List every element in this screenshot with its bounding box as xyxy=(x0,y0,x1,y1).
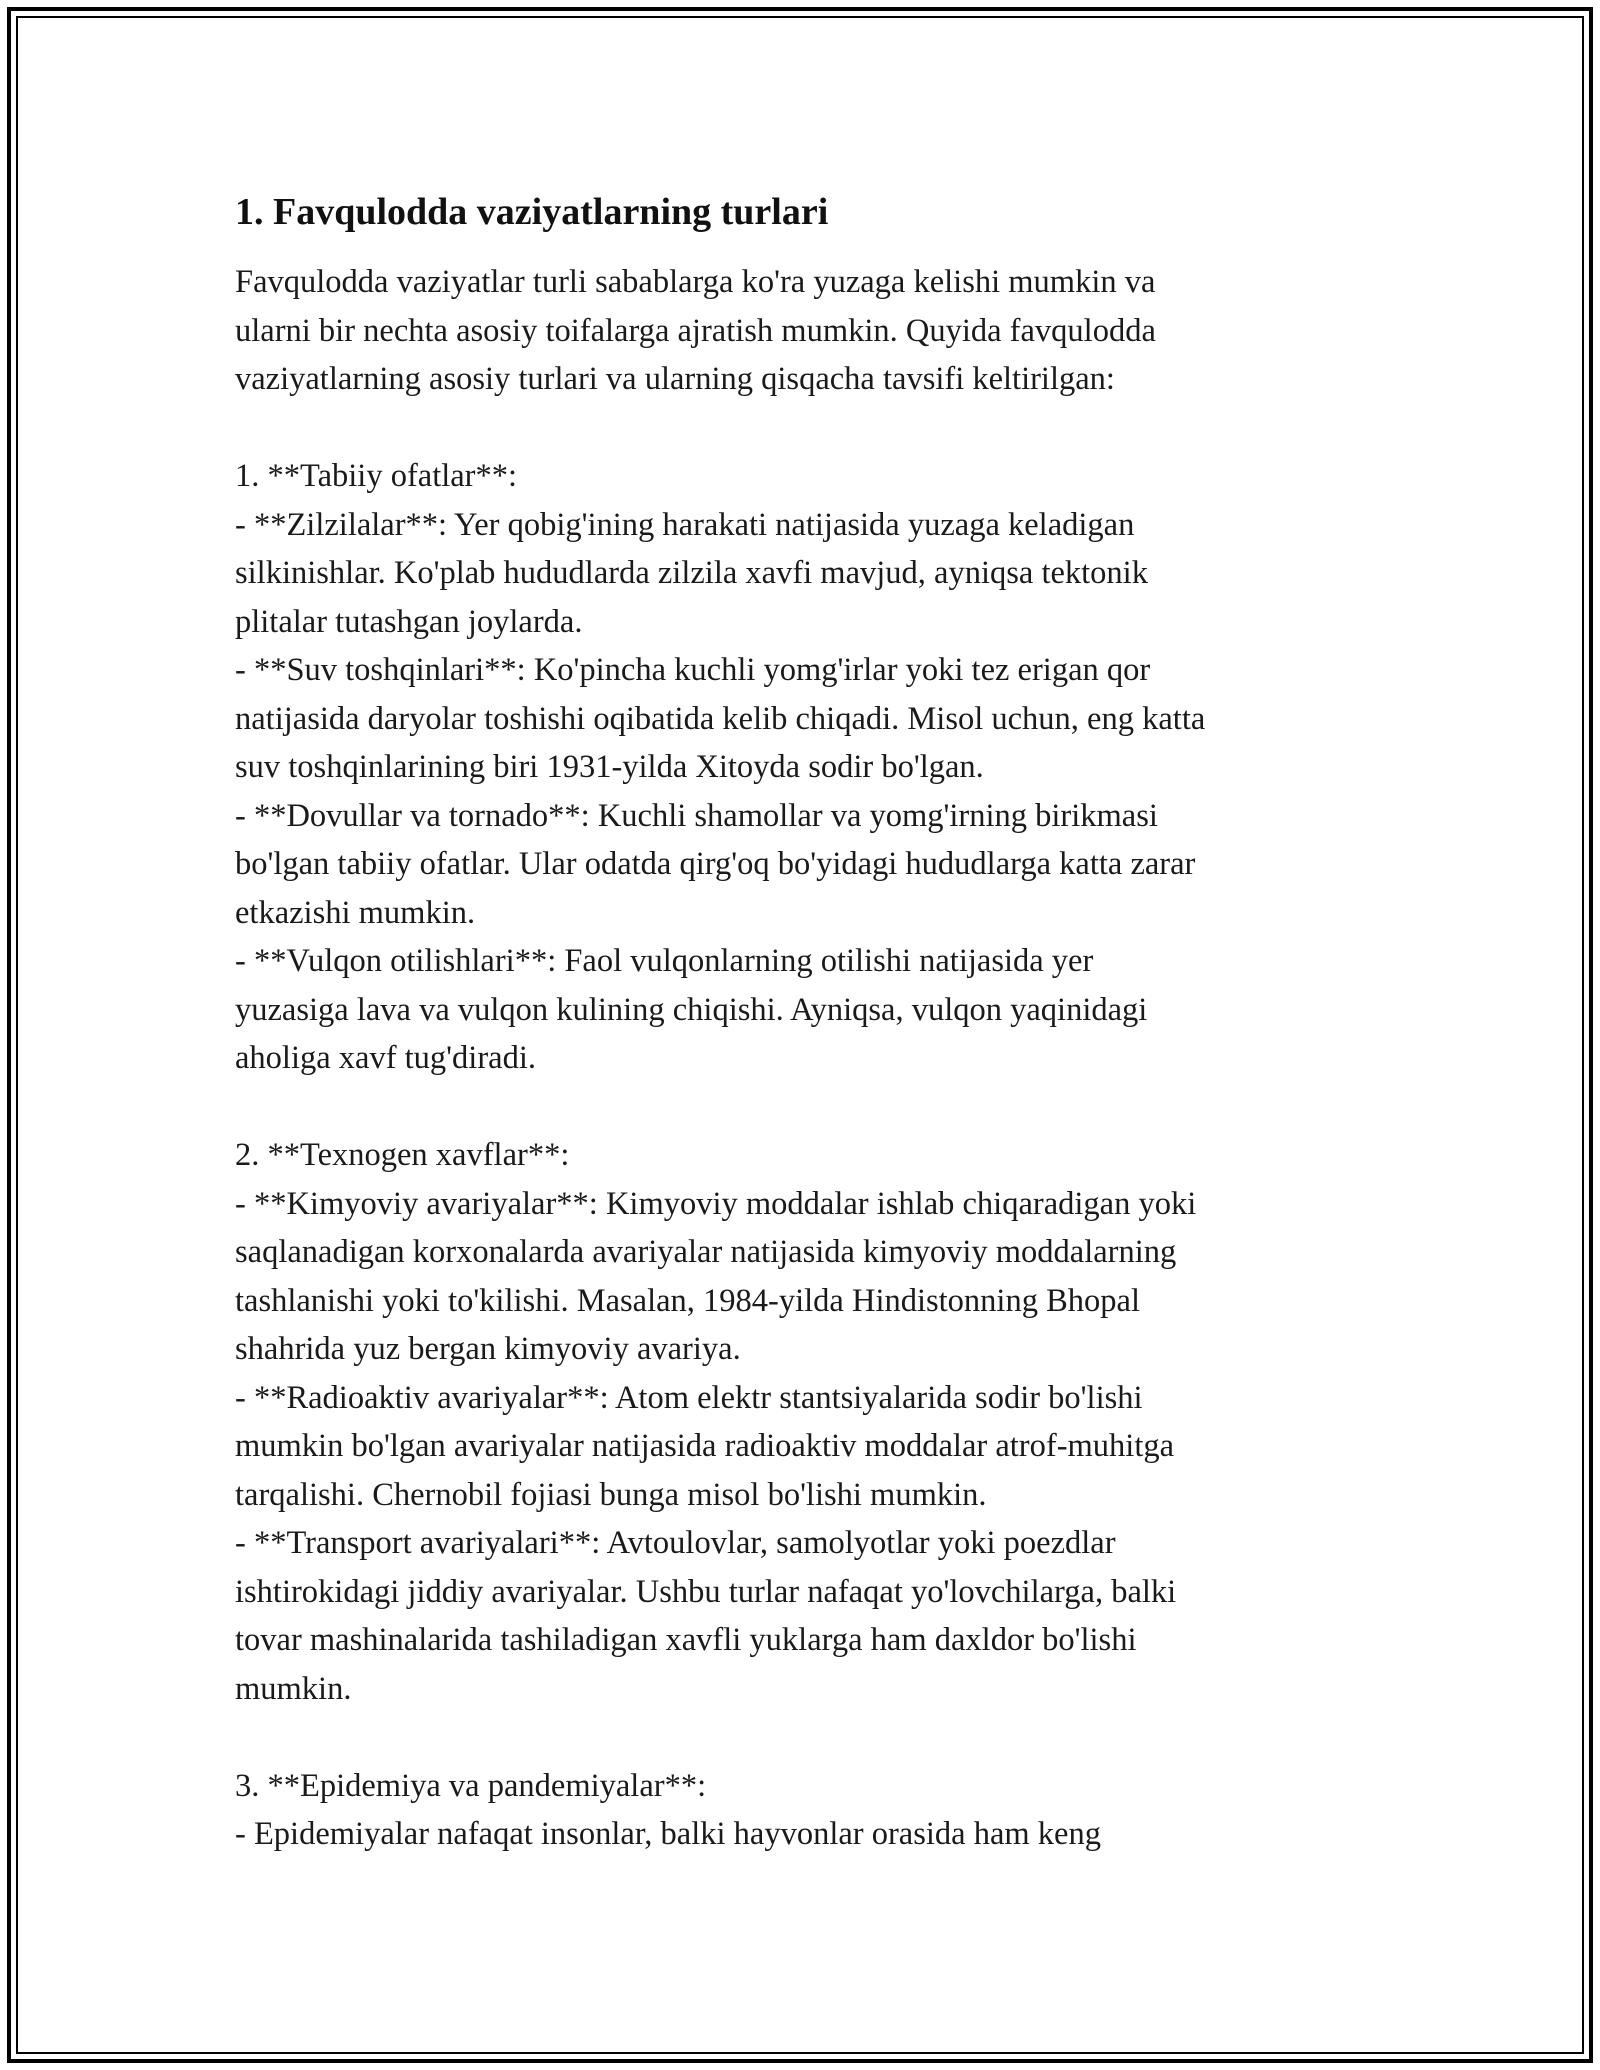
section-heading: 1. **Tabiiy ofatlar**: xyxy=(235,458,518,494)
section-technogenic-hazards xyxy=(235,1131,1365,1713)
list-item-chemical-accidents: - **Kimyoviy avariyalar**: Kimyoviy moddalar ishlab chiqaradigan yoki saqlanadigan korxonalarda avariyalar natijasida kimyoviy moddalarning tashlanishi yoki to'kilishi. Masalan, 1984-yilda Hindistonning Bhopal shahrida yuz bergan kimyoviy avariya. xyxy=(235,1185,1197,1367)
list-item-transport-accidents: - **Transport avariyalari**: Avtoulovlar, samolyotlar yoki poezdlar ishtirokidagi jiddiy avariyalar. Ushbu turlar nafaqat yo'lovchilarga, balki tovar mashinalarida tashiladigan xavfli yuklarga ham daxldor bo'lishi mumkin. xyxy=(235,1525,1177,1707)
list-item-earthquakes: - **Zilzilalar**: Yer qobig'ining harakati natijasida yuzaga keladigan silkinishlar. Ko'plab hududlarda zilzila xavfi mavjud, ayniqsa tektonik plitalar tutashgan joylarda. xyxy=(235,506,1148,640)
section-heading: 2. **Texnogen xavflar**: xyxy=(235,1137,570,1173)
list-item-epidemics: - Epidemiyalar nafaqat insonlar, balki hayvonlar orasida ham keng xyxy=(235,1816,1101,1852)
list-item-floods: - **Suv toshqinlari**: Ko'pincha kuchli yomg'irlar yoki tez erigan qor natijasida daryolar toshishi oqibatida kelib chiqadi. Misol uchun, eng katta suv toshqinlarining biri 1931-yilda Xitoyda sodir bo'lgan. xyxy=(235,652,1206,785)
list-item-storms: - **Dovullar va tornado**: Kuchli shamollar va yomg'irning birikmasi bo'lgan tabiiy ofatlar. Ular odatda qirg'oq bo'yidagi hududlarga katta zarar etkazishi mumkin. xyxy=(235,797,1196,931)
list-item-radioactive-accidents: - **Radioaktiv avariyalar**: Atom elektr stantsiyalarida sodir bo'lishi mumkin bo'lgan avariyalar natijasida radioaktiv moddalar atrof-muhitga tarqalishi. Chernobil fojiasi bunga misol bo'lishi mumkin. xyxy=(235,1379,1175,1513)
document-body xyxy=(235,186,1365,1859)
list-item-volcanoes: - **Vulqon otilishlari**: Faol vulqonlarning otilishi natijasida yer yuzasiga lava va vulqon kulining chiqishi. Ayniqsa, vulqon yaqinidagi aholiga xavf tug'diradi. xyxy=(235,943,1148,1076)
section-epidemics xyxy=(235,1762,1365,1859)
section-heading: 3. **Epidemiya va pandemiyalar**: xyxy=(235,1767,707,1804)
document-title: 1. Favqulodda vaziyatlarning turlari xyxy=(235,191,829,233)
section-natural-disasters xyxy=(235,452,1365,1083)
intro-paragraph: Favqulodda vaziyatlar turli sabablarga ko'ra yuzaga kelishi mumkin va ularni bir nechta asosiy toifalarga ajratish mumkin. Quyida favqulodda vaziyatlarning asosiy turlari va ularning qisqacha tavsifi keltirilgan: xyxy=(235,264,1156,397)
